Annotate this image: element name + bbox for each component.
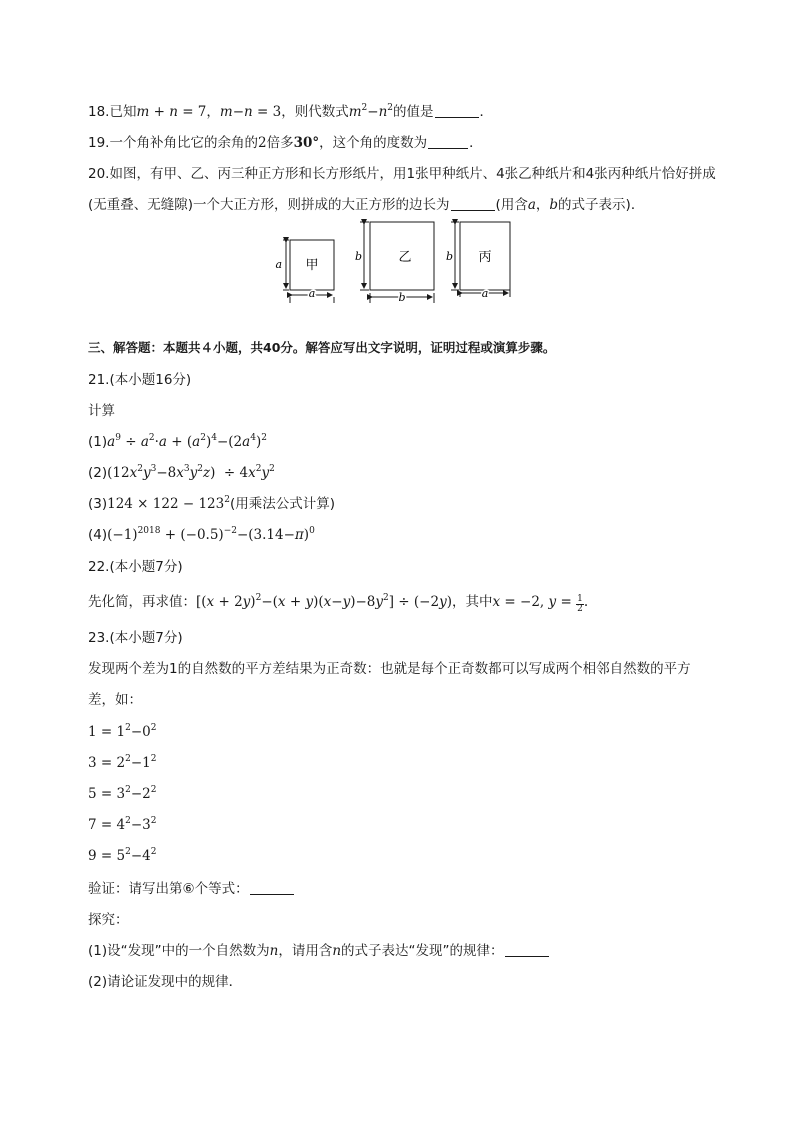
question-22-head: 22.(本小题7分) [88,559,183,575]
q21-part-4: $(4)(-1)^{2018} + (-0.5)^{-2}-(3.14-\pi)^0$ [88,526,315,543]
side-a-label: a [275,258,282,271]
side-b-label: b [398,291,406,304]
q23-explore: 探究： [88,912,129,928]
section-heading: 三、解答题：本题共４小题，共40分。解答应写出文字说明，证明过程或演算步骤。 [88,340,556,355]
question-19 [88,133,483,153]
q18-text3: 的值是 [393,104,434,120]
question-22-body: 先化简，再求值：$[(x + 2y)^2-(x + y)(x-y)-8y^2] \div (-2y)$，其中x = −2, y = $\frac{1}{2}$ . [88,593,589,614]
q20-text: 如图，有甲、乙、丙三种正方形和长方形纸片，用1张甲种纸片、4张乙种纸片和4张丙种纸片恰好拼成 [109,166,716,182]
q20-sep: ， [535,197,550,213]
q19-degree: 30° [293,135,320,151]
card-jia [275,240,334,303]
part-label: (3) [88,496,108,512]
question-20-line2: (无重叠、无缝隙)一个大正方形，则拼成的大正方形的边长为 (用含a，b的式子表示)． [88,197,645,213]
question-21-head: 21.(本小题16分) [88,372,192,388]
eq-lhs: 1 [88,724,97,740]
card-yi-label: 乙 [398,250,412,265]
q23-verify [88,879,295,899]
question-23-head: 23.(本小题7分) [88,630,183,646]
q22-text: 先化简，再求值： [88,594,196,610]
eq-lhs: 7 [88,817,97,833]
q23-example-4: $7 = 4^2-3^2$ [88,816,157,833]
q23-explore-2: (2)请论证发现中的规律． [88,974,243,990]
question-number: 18. [88,104,110,120]
q18-end: ． [479,104,494,120]
q20-text2: (无重叠、无缝隙)一个大正方形，则拼成的大正方形的边长为 [88,197,450,213]
part-label: (4) [88,527,108,543]
q20-text3: (用含 [495,197,528,213]
answer-blank[interactable] [428,134,468,149]
q21-part-1: $(1)a^9 \div a^2\cdot a + (a^2)^4-(2a^4)^2$ [88,433,267,450]
answer-blank[interactable] [505,942,549,957]
side-b-label: b [354,250,362,263]
q21-note: (用乘法公式计算) [229,496,335,512]
answer-blank[interactable] [435,103,479,118]
q18-sep: ， [206,104,220,120]
question-18: 18.已知m + n = 7，m−n = 3，则代数式$m^2-n^2$的值是 ． [88,103,494,120]
question-21-calc: 计算 [88,403,115,419]
question-number: 20. [88,166,110,182]
q22-text2: ，其中 [452,594,493,610]
answer-blank[interactable] [250,880,294,895]
answer-blank[interactable] [451,196,495,211]
part-label: (1) [88,434,108,450]
eq-lhs: 9 [88,848,97,864]
card-bing [446,222,510,300]
side-b-label: b [445,250,453,263]
question-number: 19. [88,135,110,151]
q18-text2: ，则代数式 [281,104,349,120]
eq-lhs: 3 [88,755,97,771]
q23-example-1: $1 = 1^2-0^2$ [88,723,157,740]
q21-part-2: $(2)(12x^2y^3-8x^3y^2z) \div 4x^2y^2$ [88,464,275,481]
q23-explore-1: (1)设“发现”中的一个自然数为n，请用含n的式子表达“发现”的规律： [88,941,550,961]
eq-lhs: 5 [88,786,97,802]
q23-intro-2: 差，如： [88,692,142,708]
card-bing-label: 丙 [478,250,492,265]
paper-cards-figure [270,215,530,307]
side-a-label: a [481,287,489,300]
q19-text3: ，这个角的度数为 [319,135,428,151]
q23-example-3: $5 = 3^2-2^2$ [88,785,157,802]
q19-text2: 倍多 [266,135,294,151]
q23-e1-text2: ，请用含 [278,943,333,959]
q19-num: 2 [257,135,267,151]
q18-text: 已知 [109,104,137,120]
q19-end: ． [469,135,483,151]
q23-intro-1: 发现两个差为1的自然数的平方差结果为正奇数：也就是每个正奇数都可以写成两个相邻自然数的平方 [88,661,691,677]
part-label: (2) [88,465,108,481]
q23-verify-text: 验证：请写出第⑥个等式： [88,881,249,897]
card-jia-label: 甲 [305,258,319,273]
q23-e1-text: (1)设“发现”中的一个自然数为 [88,943,270,959]
card-yi [355,222,434,304]
question-20-line1 [88,164,716,184]
side-a-label: a [308,287,316,300]
q20-text4: 的式子表示)． [558,197,645,213]
q19-text: 一个角补角比它的余角的 [109,135,258,151]
q21-part-3: $(3)124 \times 122 - 123^2$(用乘法公式计算) [88,495,335,512]
q23-e1-text3: 的式子表达“发现”的规律： [341,943,504,959]
q23-example-5: $9 = 5^2-4^2$ [88,847,157,864]
q23-example-2: $3 = 2^2-1^2$ [88,754,157,771]
